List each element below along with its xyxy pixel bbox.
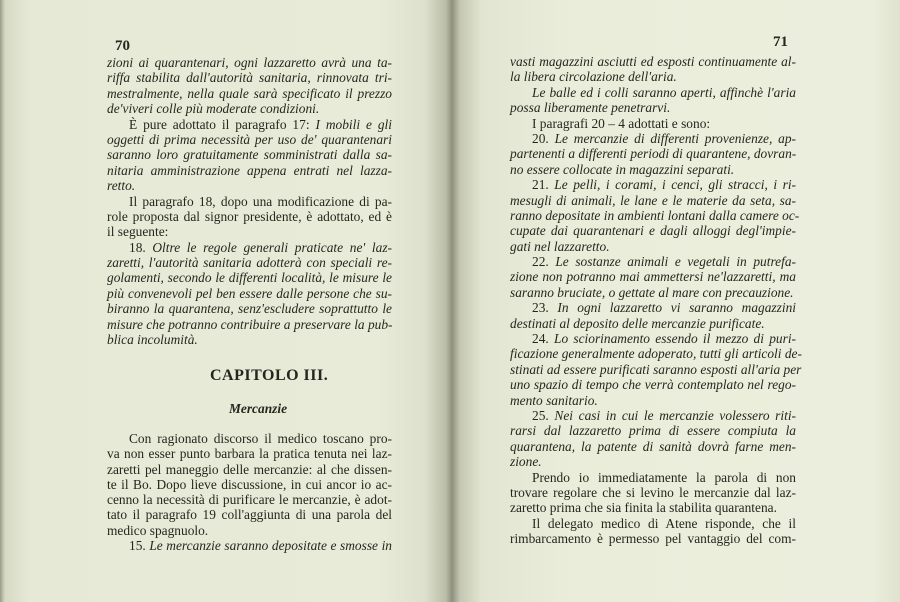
text-segment: ranno depositate in ambienti lontani dalla camere oc- xyxy=(510,207,800,223)
text-segment: zaretto prima che sia finita la stabilita quarantena. xyxy=(510,500,777,516)
text-segment: cupate dai quarantenari e dagli alloggi degl'impie- xyxy=(510,223,796,239)
text-segment: È pure adottato il paragrafo 17: xyxy=(129,116,316,132)
text-segment: rimbarcamento è permesso pel vantaggio del com- xyxy=(510,531,796,547)
text-line xyxy=(107,270,392,285)
text-segment: Le sostanze animali e vegetali in putrefa- xyxy=(555,254,796,270)
text-segment: 22. xyxy=(532,254,556,270)
text-segment: 20. xyxy=(532,130,555,146)
text-line xyxy=(107,240,392,255)
text-segment: vasti magazzini asciutti ed esposti continuamente al- xyxy=(510,54,796,69)
text-segment: role proposta dal signor presidente, è adottato, ed è xyxy=(107,208,392,224)
text-segment: zaretti pel maneggio delle mercanzie: al che dissen- xyxy=(107,461,392,477)
text-segment: Il delegato medico di Atene risponde, che il xyxy=(532,515,796,531)
text-line xyxy=(510,177,796,192)
text-segment: oggetti di prima necessità per uso de' quarantenari xyxy=(107,131,392,147)
text-segment: uno spazio di tempo che verrà contemplato nel rego- xyxy=(510,377,796,393)
text-segment: trovare regolare che si levino le mercanzie dal laz- xyxy=(510,484,796,500)
text-line xyxy=(510,254,796,269)
text-segment: Le mercanzie di differenti provenienze, ap- xyxy=(554,130,796,146)
text-segment: cenno la necessità di purificare le mercanzie, è adot- xyxy=(107,492,392,508)
text-line xyxy=(107,194,392,209)
text-line xyxy=(107,117,392,132)
text-line xyxy=(510,116,796,131)
text-line xyxy=(510,193,796,208)
text-segment: golamenti, secondo le differenti località, le misure le xyxy=(107,270,392,286)
text-segment: Nei casi in cui le mercanzie volessero riti- xyxy=(554,407,796,423)
text-line xyxy=(510,485,796,500)
text-line xyxy=(107,507,392,522)
page-number: 71 xyxy=(773,34,788,50)
text-segment: retto. xyxy=(107,178,136,194)
text-line xyxy=(107,431,392,446)
text-line xyxy=(510,85,796,100)
text-segment: 23. xyxy=(532,300,558,316)
text-segment: 15. xyxy=(129,538,150,554)
text-line xyxy=(107,255,392,270)
text-segment: Le pelli, i corami, i cenci, gli stracci, i ri- xyxy=(554,177,796,193)
text-segment: la libera circolazione dell'aria. xyxy=(510,69,677,85)
text-line xyxy=(510,207,800,223)
text-segment: 18. xyxy=(129,239,153,255)
text-segment: mento sanitario. xyxy=(510,392,598,408)
text-segment: te il Bo. Dopo lieve discussione, in cui ancor io ac- xyxy=(107,476,392,492)
text-line xyxy=(510,470,796,485)
text-segment: Le mercanzie saranno depositate e smosse in xyxy=(149,538,392,554)
text-line xyxy=(107,492,392,507)
text-line xyxy=(510,131,796,146)
text-segment: zione non potranno mai ammettersi ne'lazzaretti, ma xyxy=(510,269,796,285)
text-line xyxy=(107,446,392,461)
text-segment: misure che potranno contribuire a preservare la pub- xyxy=(107,316,393,332)
text-line xyxy=(107,317,392,332)
text-segment: Prendo io immediatamente la parola di non xyxy=(532,469,796,485)
text-line xyxy=(510,454,796,469)
text-line xyxy=(510,239,796,254)
text-line xyxy=(510,300,796,315)
text-line xyxy=(510,408,796,423)
text-line xyxy=(510,100,796,115)
text-segment: destinati al deposito delle mercanzie purificate. xyxy=(510,315,765,331)
text-segment: no essere collocate in magazzini separati. xyxy=(510,161,735,177)
text-line xyxy=(107,224,392,239)
text-segment: partenenti a differenti periodi di quarantene, dovran- xyxy=(510,146,797,162)
text-line xyxy=(107,301,392,316)
text-segment: saranno loro gratuitamente somministrati dalla sa- xyxy=(107,147,392,163)
text-line xyxy=(510,223,796,238)
text-line xyxy=(510,146,796,161)
text-segment: mestralmente, nella quale sarà specificato il prezzo xyxy=(107,85,392,101)
text-line xyxy=(510,516,796,531)
text-line xyxy=(510,54,796,69)
text-line xyxy=(107,209,392,224)
text-line xyxy=(510,393,796,408)
text-line xyxy=(510,377,796,392)
text-segment: Oltre le regole generali praticate ne' laz- xyxy=(152,239,392,255)
text-line xyxy=(510,531,796,546)
text-segment: 25. xyxy=(532,407,555,423)
text-segment: I paragrafi 20 – 4 adottati e sono: xyxy=(532,115,711,131)
text-line xyxy=(510,69,796,84)
text-line xyxy=(510,316,796,331)
page-number: 70 xyxy=(115,38,130,54)
text-line xyxy=(107,462,392,477)
text-segment: blica incolumità. xyxy=(107,332,198,348)
text-line xyxy=(107,132,392,147)
text-line xyxy=(107,477,392,492)
text-segment: 24. xyxy=(532,331,554,347)
text-line xyxy=(107,523,392,538)
text-line xyxy=(510,346,802,362)
text-line xyxy=(510,331,796,346)
text-segment: medico spagnuolo. xyxy=(107,522,209,538)
text-line xyxy=(107,55,392,70)
text-line xyxy=(510,269,796,284)
text-segment: 21. xyxy=(532,177,555,193)
text-segment: rarsi dal lazzaretto prima di essere compiuta la xyxy=(510,423,796,439)
text-segment: zioni ai quarantenari, ogni lazzaretto avrà una ta- xyxy=(107,55,392,70)
text-line xyxy=(107,101,392,116)
text-line xyxy=(107,538,392,553)
text-segment: Il paragrafo 18, dopo una modificazione di pa- xyxy=(129,193,392,209)
text-block xyxy=(107,55,392,347)
chapter-heading: CAPITOLO III. xyxy=(210,367,329,384)
text-segment: Lo sciorinamento essendo il mezzo di puri- xyxy=(554,331,797,347)
text-segment: riffa stabilita dall'autorità sanitaria, rinnovata tri- xyxy=(107,70,392,86)
text-segment: Le balle ed i colli saranno aperti, affinchè l'aria xyxy=(532,84,796,100)
text-segment: ficazione generalmente adoperato, tutti gli articoli de- xyxy=(510,346,802,362)
text-line xyxy=(510,361,802,377)
text-segment: I mobili e gli xyxy=(315,116,392,132)
text-segment: nitaria amministrazione appena entrati nel lazza- xyxy=(107,162,392,178)
text-line xyxy=(510,162,796,177)
text-segment: de'viveri colle più moderate condizioni. xyxy=(107,101,320,117)
text-segment: il seguente: xyxy=(107,224,169,240)
text-segment: biranno la quarantena, senz'escludere soprattutto le xyxy=(107,301,392,317)
text-block xyxy=(107,431,392,553)
text-segment: quarantena, la patente di sanità dovrà farne men- xyxy=(510,438,796,454)
text-line xyxy=(107,178,392,193)
text-segment: possa liberamente penetrarvi. xyxy=(510,100,671,116)
text-segment: saranno bruciate, o gettate al mare con precauzione. xyxy=(510,284,794,300)
text-line xyxy=(107,147,392,162)
text-line xyxy=(107,86,392,101)
text-segment: tato il paragrafo 19 coll'aggiunta di una parola del xyxy=(107,507,392,523)
text-segment: mesugli di animali, le lane e le materie da seta, sa- xyxy=(510,192,796,208)
text-line xyxy=(107,332,392,347)
text-segment: zione. xyxy=(510,454,542,470)
right-page xyxy=(452,0,900,602)
text-block xyxy=(510,54,802,547)
text-segment: Con ragionato discorso il medico toscano pro- xyxy=(129,431,392,446)
text-line xyxy=(107,70,392,85)
text-line xyxy=(107,163,392,178)
text-segment: gati nel lazzaretto. xyxy=(510,238,610,254)
text-line xyxy=(510,439,796,454)
text-line xyxy=(510,500,796,515)
text-line xyxy=(107,286,392,301)
text-segment: In ogni lazzaretto vi saranno magazzini xyxy=(557,300,796,316)
text-line xyxy=(510,423,796,438)
text-segment: va non esser punto barbara la pratica tenuta nei laz- xyxy=(107,446,392,462)
chapter-subtitle: Mercanzie xyxy=(229,401,288,416)
text-segment: zaretti, l'autorità sanitaria adotterà con speciali re- xyxy=(107,255,392,271)
text-segment: stinati ad essere purificati saranno esposti all'aria per xyxy=(510,361,802,377)
text-line xyxy=(510,285,796,300)
text-segment: più convenevoli pel ben essere dalle persone che su- xyxy=(107,285,392,301)
